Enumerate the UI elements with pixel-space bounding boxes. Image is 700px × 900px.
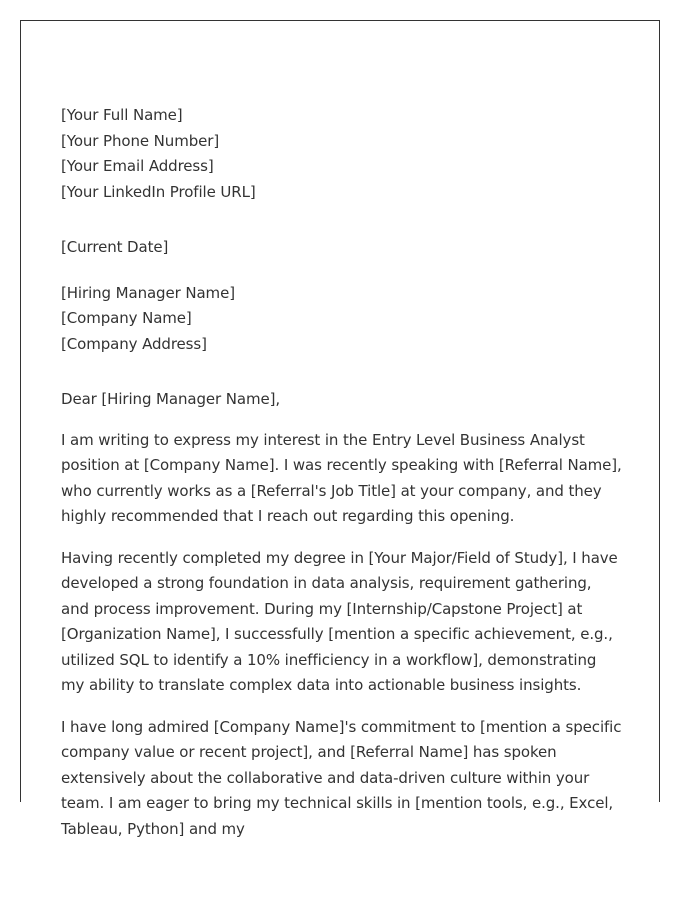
date-block [61,235,623,261]
body-paragraph-2: Having recently completed my degree in [Your Major/Field of Study], I have developed a strong foundation in data analysis, requirement gathering, and process improvement. During my [Internship/Capstone Project] at [Organization Name], I successfully [mention a specific achievement, e.g., utilized SQL to identify a 10% inefficiency in a workflow], demonstrating my ability to translate complex data into actionable business insights. [61,548,618,694]
body-paragraph-3: I have long admired [Company Name]'s commitment to [mention a specific company value or recent project], and [Referral Name] has spoken extensively about the collaborative and data-driven culture within your team. I am eager to bring my technical skills in [mention tools, e.g., Excel, Tableau, Python] and my [61,717,622,838]
body-paragraph-1: I am writing to express my interest in the Entry Level Business Analyst position at [Company Name]. I was recently speaking with [Referral Name], who currently works as a [Referral's Job Title] at your company, and they highly recommended that I reach out regarding this opening. [61,430,622,525]
recipient-block [61,281,623,358]
salutation-text: Dear [Hiring Manager Name], [61,390,281,408]
salutation [61,387,623,413]
recipient-company: [Company Name] [61,309,192,327]
sender-linkedin: [Your LinkedIn Profile URL] [61,182,256,201]
letter-content [61,103,623,858]
sender-phone: [Your Phone Number] [61,131,220,150]
letter-date: [Current Date] [61,238,169,256]
recipient-name: [Hiring Manager Name] [61,283,235,302]
recipient-address: [Company Address] [61,334,207,353]
sender-name: [Your Full Name] [61,106,183,124]
sender-email: [Your Email Address] [61,157,214,175]
letter-page [20,20,660,838]
sender-block [61,103,623,205]
